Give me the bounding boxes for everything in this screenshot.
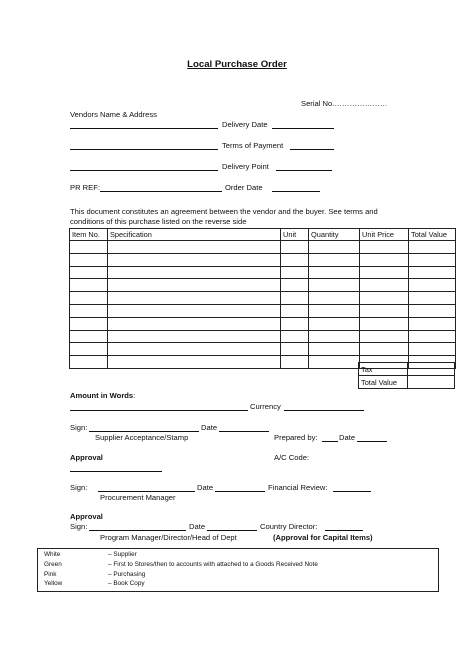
program-sign-field[interactable] [89, 530, 186, 531]
header-item-no: Item No. [70, 229, 108, 241]
supplier-date-field[interactable] [219, 431, 269, 432]
procurement-date-field[interactable] [215, 491, 265, 492]
table-cell[interactable] [108, 241, 281, 254]
table-cell[interactable] [409, 279, 456, 292]
total-value-label: Total Value [359, 376, 408, 389]
delivery-date-label: Delivery Date [222, 120, 268, 129]
legend-color: Yellow [44, 580, 63, 587]
table-row [70, 343, 456, 356]
agreement-text-line-1: This document constitutes an agreement between the vendor and the buyer. See terms and [70, 207, 378, 216]
table-cell[interactable] [281, 253, 309, 266]
table-header-row [70, 229, 456, 241]
table-cell[interactable] [281, 330, 309, 343]
table-cell[interactable] [70, 356, 108, 369]
approval-heading-2: Approval [70, 512, 103, 521]
header-total-value: Total Value [409, 229, 456, 241]
legend-color: White [44, 551, 61, 558]
approval-field-1[interactable] [70, 471, 162, 472]
amount-in-words-text: Amount in Words [70, 391, 134, 400]
table-row [70, 330, 456, 343]
table-cell[interactable] [309, 343, 360, 356]
table-cell[interactable] [360, 304, 409, 317]
ac-code-label: A/C Code: [274, 453, 310, 462]
financial-review-field[interactable] [333, 491, 371, 492]
prepared-by-field[interactable] [322, 441, 338, 442]
table-cell[interactable] [70, 317, 108, 330]
header-quantity: Quantity [309, 229, 360, 241]
table-cell[interactable] [108, 317, 281, 330]
table-cell[interactable] [309, 304, 360, 317]
table-row [70, 317, 456, 330]
order-date-label: Order Date [225, 183, 263, 192]
table-cell[interactable] [409, 304, 456, 317]
table-cell[interactable] [108, 343, 281, 356]
table-cell[interactable] [281, 343, 309, 356]
terms-of-payment-label: Terms of Payment [222, 141, 284, 150]
supplier-acceptance-label: Supplier Acceptance/Stamp [95, 433, 189, 442]
amount-in-words-label [70, 391, 135, 400]
table-row [70, 253, 456, 266]
table-cell[interactable] [360, 330, 409, 343]
program-manager-label: Program Manager/Director/Head of Dept [100, 533, 237, 542]
table-cell[interactable] [70, 266, 108, 279]
country-director-field[interactable] [325, 530, 363, 531]
agreement-text-line-2: conditions of this purchase listed on the reverse side [70, 217, 247, 226]
table-cell[interactable] [360, 253, 409, 266]
tax-label: Tax [359, 363, 408, 376]
table-cell[interactable] [360, 292, 409, 305]
table-cell[interactable] [409, 317, 456, 330]
table-cell[interactable] [281, 356, 309, 369]
table-cell[interactable] [409, 343, 456, 356]
table-cell[interactable] [360, 266, 409, 279]
table-row [70, 292, 456, 305]
country-director-label: Country Director: [260, 522, 318, 531]
amount-in-words-field[interactable] [70, 410, 248, 411]
order-date-field[interactable] [272, 191, 320, 192]
table-cell[interactable] [281, 304, 309, 317]
total-value-row [359, 376, 455, 389]
amount-in-words-colon: : [133, 391, 136, 400]
program-date-field[interactable] [207, 530, 257, 531]
table-cell[interactable] [281, 317, 309, 330]
capital-items-label: (Approval for Capital Items) [273, 533, 373, 542]
delivery-point-field[interactable] [276, 170, 332, 171]
table-cell[interactable] [70, 330, 108, 343]
table-cell[interactable] [360, 317, 409, 330]
currency-field[interactable] [284, 410, 364, 411]
program-sign-label: Sign: [70, 522, 88, 531]
table-cell[interactable] [309, 241, 360, 254]
legend-color: Pink [44, 571, 57, 578]
pr-ref-field[interactable] [100, 191, 222, 192]
supplier-date-label: Date [201, 423, 218, 432]
table-cell[interactable] [108, 253, 281, 266]
table-cell[interactable] [409, 292, 456, 305]
table-cell[interactable] [309, 279, 360, 292]
copy-distribution-legend [37, 548, 439, 592]
prepared-date-label: Date [339, 433, 356, 442]
procurement-sign-field[interactable] [98, 491, 195, 492]
table-cell[interactable] [309, 253, 360, 266]
items-table [69, 228, 456, 369]
table-cell[interactable] [108, 330, 281, 343]
legend-description: – Purchasing [108, 571, 146, 578]
legend-description: – First to Stores/then to accounts with attached to a Goods Received Note [108, 561, 318, 568]
table-cell[interactable] [309, 330, 360, 343]
table-cell[interactable] [360, 279, 409, 292]
terms-of-payment-field[interactable] [290, 149, 334, 150]
table-cell[interactable] [281, 279, 309, 292]
page-title: Local Purchase Order [187, 59, 287, 70]
total-value-cell[interactable] [408, 376, 455, 389]
legend-color: Green [44, 561, 62, 568]
table-cell[interactable] [108, 304, 281, 317]
table-cell[interactable] [108, 356, 281, 369]
table-cell[interactable] [70, 253, 108, 266]
table-cell[interactable] [309, 356, 360, 369]
table-cell[interactable] [409, 253, 456, 266]
table-row [70, 279, 456, 292]
table-cell[interactable] [70, 279, 108, 292]
table-cell[interactable] [309, 292, 360, 305]
procurement-date-label: Date [197, 483, 214, 492]
table-row [70, 241, 456, 254]
table-cell[interactable] [360, 241, 409, 254]
prepared-by-label: Prepared by: [274, 433, 318, 442]
procurement-manager-label: Procurement Manager [100, 493, 176, 502]
table-cell[interactable] [409, 330, 456, 343]
table-cell[interactable] [108, 266, 281, 279]
table-row [70, 304, 456, 317]
totals-table [358, 362, 455, 389]
serial-number-label: Serial No.………………… [301, 99, 388, 108]
header-unit: Unit [281, 229, 309, 241]
procurement-sign-label: Sign: [70, 483, 88, 492]
program-date-label: Date [189, 522, 206, 531]
vendor-address-line-1[interactable] [70, 128, 218, 129]
table-cell[interactable] [108, 279, 281, 292]
delivery-point-label: Delivery Point [222, 162, 269, 171]
table-cell[interactable] [281, 241, 309, 254]
header-unit-price: Unit Price [360, 229, 409, 241]
table-cell[interactable] [309, 317, 360, 330]
tax-row [359, 363, 455, 376]
table-cell[interactable] [70, 292, 108, 305]
prepared-date-field[interactable] [357, 441, 387, 442]
table-cell[interactable] [281, 266, 309, 279]
pr-ref-label: PR REF: [70, 183, 100, 192]
table-cell[interactable] [409, 266, 456, 279]
supplier-sign-label: Sign: [70, 423, 88, 432]
header-specification: Specification [108, 229, 281, 241]
table-cell[interactable] [70, 343, 108, 356]
financial-review-label: Financial Review: [268, 483, 328, 492]
tax-value-cell[interactable] [408, 363, 455, 376]
legend-description: – Book Copy [108, 580, 145, 587]
table-cell[interactable] [281, 292, 309, 305]
table-cell[interactable] [108, 292, 281, 305]
vendor-address-line-3[interactable] [70, 170, 218, 171]
table-cell[interactable] [360, 343, 409, 356]
legend-description: – Supplier [108, 551, 137, 558]
delivery-date-field[interactable] [272, 128, 334, 129]
table-cell[interactable] [309, 266, 360, 279]
supplier-sign-field[interactable] [89, 431, 199, 432]
vendor-address-line-2[interactable] [70, 149, 218, 150]
approval-heading-1: Approval [70, 453, 103, 462]
table-cell[interactable] [70, 304, 108, 317]
currency-label: Currency [250, 402, 281, 411]
table-row [70, 266, 456, 279]
vendors-name-label: Vendors Name & Address [70, 110, 157, 119]
table-cell[interactable] [70, 241, 108, 254]
table-cell[interactable] [409, 241, 456, 254]
